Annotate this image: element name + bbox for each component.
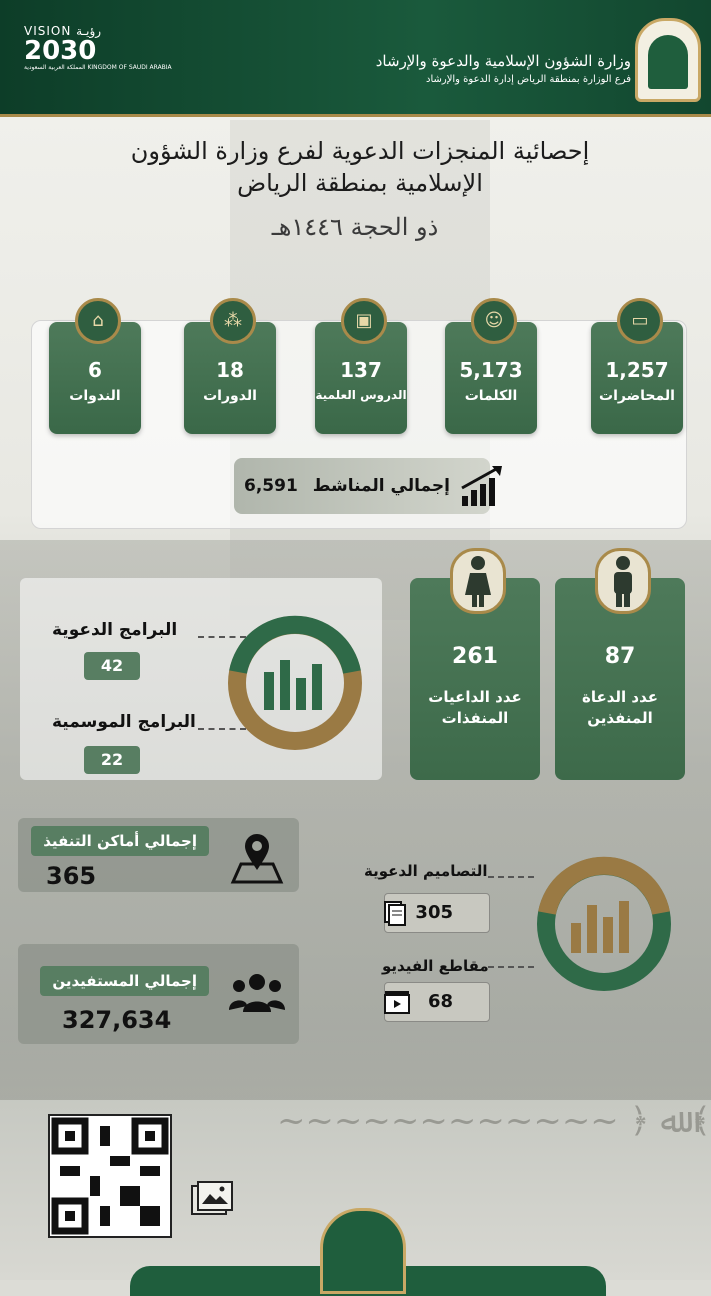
activity-card-lessons: ▣ 137 الدروس العلمية — [315, 322, 407, 434]
program-label-seasonal: البرامج الموسمية — [52, 712, 196, 732]
activity-card-courses: ⁂ 18 الدورات — [184, 322, 276, 434]
qr-code[interactable] — [48, 1114, 172, 1238]
hijri-month: ذو الحجة ١٤٤٦هـ — [271, 213, 439, 241]
media-value-videos: 68 — [384, 982, 490, 1022]
seminar-icon: ⌂ — [75, 298, 121, 344]
calligraphy-decoration: ﴾ ﷲ ﴿ ~~~~~~~~~~~~ — [276, 1101, 711, 1141]
podium-icon: ▭ — [617, 298, 663, 344]
beneficiaries-box: إجمالي المستفيدين 327,634 — [18, 944, 299, 1044]
preachers-women-card: 261 عدد الداعيات المنفذات — [410, 578, 540, 780]
header-bar — [0, 0, 711, 117]
ministry-emblem-icon — [635, 18, 701, 102]
programs-donut-chart — [224, 612, 366, 754]
page-title: إحصائية المنجزات الدعوية لفرع وزارة الشؤون الإسلامية بمنطقة الرياض — [130, 137, 590, 197]
media-donut-chart — [533, 853, 675, 995]
woman-icon — [450, 548, 506, 614]
growth-chart-icon — [458, 462, 506, 510]
media-label-videos: مقاطع الفيديو — [382, 957, 489, 975]
footer-emblem-icon — [320, 1208, 406, 1294]
places-box: إجمالي أماكن التنفيذ 365 — [18, 818, 299, 892]
activity-card-speeches: ☺ 5,173 الكلمات — [445, 322, 537, 434]
media-value-designs: 305 — [384, 893, 490, 933]
program-value-dawah: 42 — [84, 652, 140, 680]
total-activities: إجمالي المناشط 6,591 — [234, 458, 490, 514]
gallery-icon[interactable] — [190, 1180, 234, 1218]
speaker-icon: ☺ — [471, 298, 517, 344]
video-icon — [383, 989, 411, 1015]
ministry-name: وزارة الشؤون الإسلامية والدعوة والإرشاد فرع الوزارة بمنطقة الرياض إدارة الدعوة والإرشاد — [375, 52, 631, 85]
classroom-icon: ⁂ — [210, 298, 256, 344]
documents-icon — [383, 900, 411, 926]
activity-card-lectures: ▭ 1,257 المحاضرات — [591, 322, 683, 434]
media-label-designs: التصاميم الدعوية — [364, 862, 488, 880]
program-label-dawah: البرامج الدعوية — [52, 620, 178, 640]
location-pin-icon — [227, 830, 287, 884]
people-group-icon — [227, 966, 287, 1020]
vision-2030-logo: VISION رؤيـة 2030 المملكة العربية السعودية KINGDOM OF SAUDI ARABIA — [24, 24, 172, 71]
man-icon — [595, 548, 651, 614]
program-value-seasonal: 22 — [84, 746, 140, 774]
teacher-icon: ▣ — [341, 298, 387, 344]
preachers-men-card: 87 عدد الدعاة المنفذين — [555, 578, 685, 780]
activity-card-seminars: ⌂ 6 الندوات — [49, 322, 141, 434]
